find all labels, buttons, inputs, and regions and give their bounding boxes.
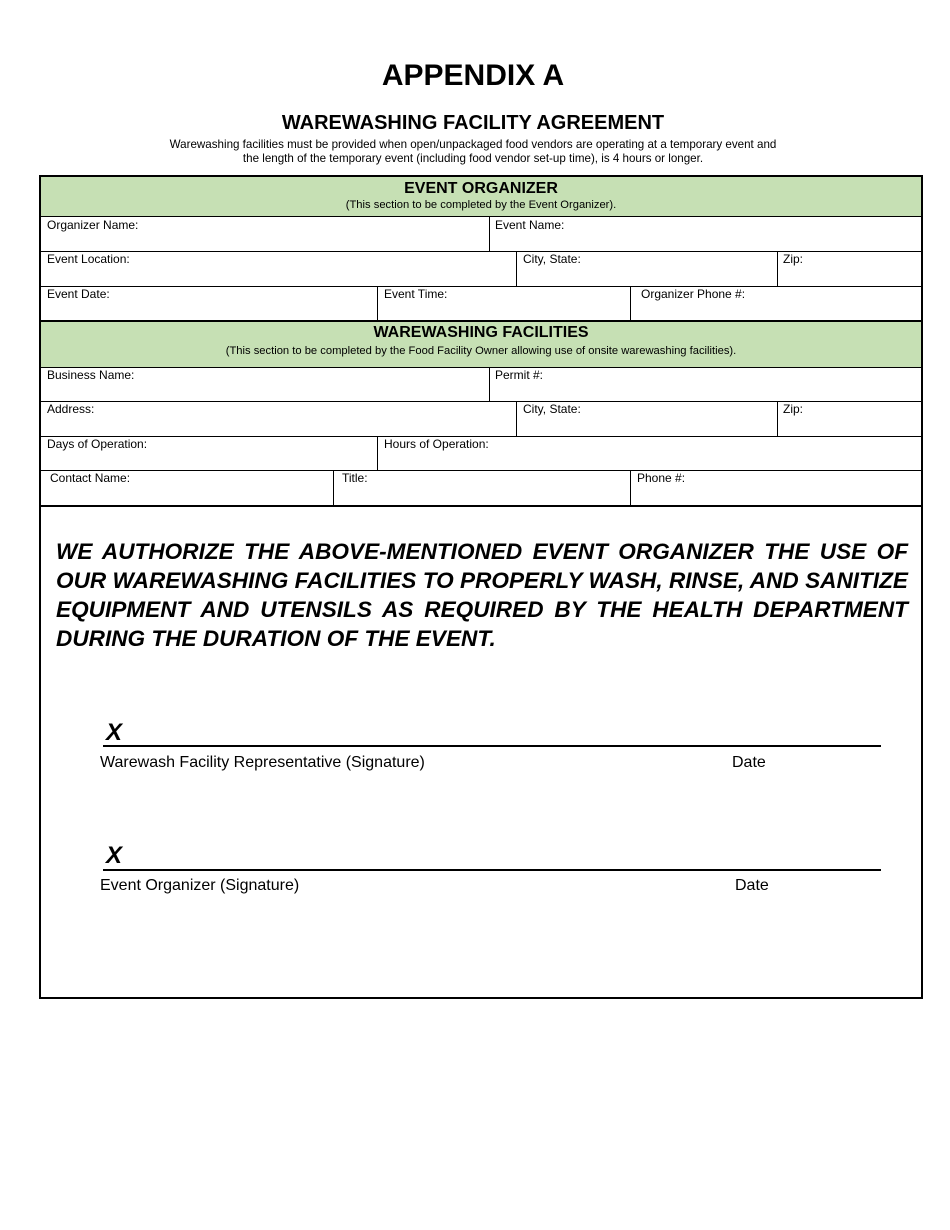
event-location-field[interactable] [41, 252, 516, 286]
event-city-state-label: City, State: [523, 252, 581, 266]
divider [777, 401, 778, 436]
organizer-date-label: Date [735, 877, 769, 894]
permit-field[interactable] [489, 368, 921, 401]
intro-text [120, 138, 826, 166]
contact-name-field[interactable] [41, 471, 333, 505]
facility-zip-label: Zip: [783, 402, 804, 416]
divider [41, 216, 921, 217]
divider [516, 401, 517, 436]
signature-x-mark: X [106, 719, 123, 746]
warewashing-heading: WAREWASHING FACILITIES [373, 324, 589, 341]
intro-line-2: the length of the temporary event (including food vendor set-up time), is 4 hours or longer. [242, 152, 704, 165]
business-name-field[interactable] [41, 368, 489, 401]
signature-x-mark: X [106, 842, 123, 869]
warewashing-subheading: (This section to be completed by the Food Facility Owner allowing use of onsite warewashing facilities). [225, 345, 737, 357]
event-date-label: Event Date: [47, 287, 110, 301]
facility-zip-field[interactable] [777, 402, 921, 436]
event-name-label: Event Name: [495, 218, 565, 232]
event-organizer-header [41, 177, 921, 216]
divider [777, 251, 778, 286]
event-zip-field[interactable] [777, 252, 921, 286]
event-organizer-subheading: (This section to be completed by the Event Organizer). [345, 199, 617, 211]
divider [630, 470, 631, 505]
contact-name-label: Contact Name: [50, 471, 131, 485]
event-time-label: Event Time: [384, 287, 448, 301]
authorization-statement: WE AUTHORIZE THE ABOVE-MENTIONED EVENT ORGANIZER THE USE OF OUR WAREWASHING FACILITIES TO PROPERLY WASH, RINSE, AND SANITIZE EQUIPMENT AND UTENSILS AS REQUIRED BY THE HEALTH DEPARTMENT DURING THE DURATION OF THE EVENT. [56, 539, 908, 651]
event-time-field[interactable] [378, 287, 630, 320]
days-of-operation-field[interactable] [41, 437, 377, 470]
organizer-signature-label: Event Organizer (Signature) [100, 877, 300, 894]
appendix-title: APPENDIX A [381, 59, 565, 92]
event-name-field[interactable] [489, 218, 921, 251]
warewashing-header [41, 322, 921, 367]
address-label: Address: [47, 402, 95, 416]
event-zip-label: Zip: [783, 252, 804, 266]
divider [516, 251, 517, 286]
intro-line-1: Warewashing facilities must be provided when open/unpackaged food vendors are operating at a temporary event and [169, 138, 777, 151]
event-date-field[interactable] [41, 287, 377, 320]
section-divider [41, 505, 921, 507]
hours-of-operation-label: Hours of Operation: [384, 437, 489, 451]
permit-label: Permit #: [495, 368, 544, 382]
rep-signature-label: Warewash Facility Representative (Signature) [100, 754, 425, 771]
phone-label: Phone #: [637, 471, 686, 485]
divider [333, 470, 334, 505]
organizer-name-field[interactable] [41, 218, 489, 251]
organizer-signature-line[interactable] [103, 869, 881, 871]
divider [377, 286, 378, 321]
title-field[interactable] [334, 471, 630, 505]
divider [377, 436, 378, 470]
hours-of-operation-field[interactable] [378, 437, 921, 470]
rep-signature-line[interactable] [103, 745, 881, 747]
organizer-name-label: Organizer Name: [47, 218, 139, 232]
organizer-phone-field[interactable] [631, 287, 921, 320]
organizer-phone-label: Organizer Phone #: [641, 287, 746, 301]
facility-city-state-label: City, State: [523, 402, 581, 416]
agreement-title: WAREWASHING FACILITY AGREEMENT [281, 112, 665, 134]
event-location-label: Event Location: [47, 252, 130, 266]
days-of-operation-label: Days of Operation: [47, 437, 148, 451]
divider [489, 367, 490, 401]
address-field[interactable] [41, 402, 516, 436]
event-city-state-field[interactable] [517, 252, 777, 286]
divider [630, 286, 631, 321]
title-label: Title: [342, 471, 368, 485]
facility-city-state-field[interactable] [517, 402, 777, 436]
phone-field[interactable] [631, 471, 921, 505]
business-name-label: Business Name: [47, 368, 135, 382]
divider [489, 217, 490, 251]
event-organizer-heading: EVENT ORGANIZER [404, 180, 558, 197]
rep-date-label: Date [732, 754, 766, 771]
